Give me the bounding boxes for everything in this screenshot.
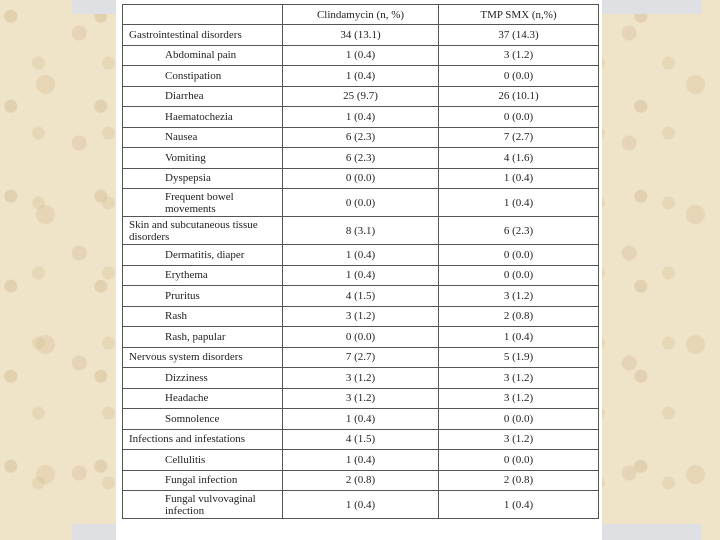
table-row: [123, 189, 599, 217]
tmp-smx-value: 1 (0.4): [439, 491, 599, 519]
table-row: [123, 168, 599, 189]
tmp-smx-value: 3 (1.2): [439, 429, 599, 450]
category-label: Gastrointestinal disorders: [123, 25, 283, 46]
clindamycin-value: 7 (2.7): [283, 347, 439, 368]
table-header-row: [123, 5, 599, 25]
header-clindamycin: Clindamycin (n, %): [283, 5, 439, 25]
tmp-smx-value: 3 (1.2): [439, 45, 599, 66]
clindamycin-value: 1 (0.4): [283, 245, 439, 266]
table-row: [123, 245, 599, 266]
table-row: [123, 470, 599, 491]
tmp-smx-value: 1 (0.4): [439, 327, 599, 348]
clindamycin-value: 1 (0.4): [283, 450, 439, 471]
table-row: [123, 25, 599, 46]
tmp-smx-value: 1 (0.4): [439, 168, 599, 189]
background-band: [598, 524, 702, 540]
table-row: [123, 347, 599, 368]
event-label: Rash: [123, 306, 283, 327]
table-row: [123, 107, 599, 128]
tmp-smx-value: 3 (1.2): [439, 286, 599, 307]
tmp-smx-value: 2 (0.8): [439, 306, 599, 327]
tmp-smx-value: 3 (1.2): [439, 388, 599, 409]
tmp-smx-value: 7 (2.7): [439, 127, 599, 148]
event-label: Dyspepsia: [123, 168, 283, 189]
event-label: Cellulitis: [123, 450, 283, 471]
table-row: [123, 450, 599, 471]
tmp-smx-value: 0 (0.0): [439, 66, 599, 87]
event-label: Frequent bowel movements: [123, 189, 283, 217]
clindamycin-value: 3 (1.2): [283, 388, 439, 409]
clindamycin-value: 1 (0.4): [283, 66, 439, 87]
tmp-smx-value: 37 (14.3): [439, 25, 599, 46]
event-label: Somnolence: [123, 409, 283, 430]
background-band: [72, 0, 120, 14]
event-label: Rash, papular: [123, 327, 283, 348]
event-label: Dermatitis, diaper: [123, 245, 283, 266]
event-label: Vomiting: [123, 148, 283, 169]
document-page: [116, 0, 602, 540]
clindamycin-value: 1 (0.4): [283, 107, 439, 128]
category-label: Nervous system disorders: [123, 347, 283, 368]
clindamycin-value: 3 (1.2): [283, 306, 439, 327]
clindamycin-value: 2 (0.8): [283, 470, 439, 491]
adverse-events-table: [122, 4, 599, 519]
table-row: [123, 306, 599, 327]
tmp-smx-value: 6 (2.3): [439, 217, 599, 245]
header-event: [123, 5, 283, 25]
clindamycin-value: 1 (0.4): [283, 409, 439, 430]
tmp-smx-value: 4 (1.6): [439, 148, 599, 169]
table-row: [123, 409, 599, 430]
tmp-smx-value: 0 (0.0): [439, 245, 599, 266]
tmp-smx-value: 26 (10.1): [439, 86, 599, 107]
event-label: Erythema: [123, 265, 283, 286]
clindamycin-value: 0 (0.0): [283, 168, 439, 189]
table-row: [123, 66, 599, 87]
clindamycin-value: 1 (0.4): [283, 265, 439, 286]
clindamycin-value: 0 (0.0): [283, 327, 439, 348]
event-label: Pruritus: [123, 286, 283, 307]
clindamycin-value: 25 (9.7): [283, 86, 439, 107]
tmp-smx-value: 0 (0.0): [439, 409, 599, 430]
clindamycin-value: 3 (1.2): [283, 368, 439, 389]
tmp-smx-value: 3 (1.2): [439, 368, 599, 389]
clindamycin-value: 4 (1.5): [283, 286, 439, 307]
table-row: [123, 148, 599, 169]
clindamycin-value: 1 (0.4): [283, 45, 439, 66]
table-body: [123, 25, 599, 519]
category-label: Infections and infestations: [123, 429, 283, 450]
clindamycin-value: 0 (0.0): [283, 189, 439, 217]
event-label: Nausea: [123, 127, 283, 148]
clindamycin-value: 34 (13.1): [283, 25, 439, 46]
table-row: [123, 265, 599, 286]
background-band: [72, 524, 120, 540]
table-row: [123, 368, 599, 389]
table-row: [123, 286, 599, 307]
tmp-smx-value: 0 (0.0): [439, 107, 599, 128]
event-label: Fungal vulvovaginal infection: [123, 491, 283, 519]
table-row: [123, 491, 599, 519]
background-band: [598, 0, 702, 14]
event-label: Headache: [123, 388, 283, 409]
header-tmp-smx: TMP SMX (n,%): [439, 5, 599, 25]
event-label: Fungal infection: [123, 470, 283, 491]
table-row: [123, 327, 599, 348]
tmp-smx-value: 1 (0.4): [439, 189, 599, 217]
table-row: [123, 45, 599, 66]
tmp-smx-value: 5 (1.9): [439, 347, 599, 368]
category-label: Skin and subcutaneous tissue disorders: [123, 217, 283, 245]
tmp-smx-value: 0 (0.0): [439, 265, 599, 286]
event-label: Constipation: [123, 66, 283, 87]
clindamycin-value: 6 (2.3): [283, 127, 439, 148]
event-label: Abdominal pain: [123, 45, 283, 66]
clindamycin-value: 1 (0.4): [283, 491, 439, 519]
table-row: [123, 86, 599, 107]
event-label: Haematochezia: [123, 107, 283, 128]
event-label: Dizziness: [123, 368, 283, 389]
table-row: [123, 388, 599, 409]
table-row: [123, 429, 599, 450]
clindamycin-value: 6 (2.3): [283, 148, 439, 169]
tmp-smx-value: 2 (0.8): [439, 470, 599, 491]
table-row: [123, 127, 599, 148]
clindamycin-value: 4 (1.5): [283, 429, 439, 450]
table-row: [123, 217, 599, 245]
event-label: Diarrhea: [123, 86, 283, 107]
tmp-smx-value: 0 (0.0): [439, 450, 599, 471]
clindamycin-value: 8 (3.1): [283, 217, 439, 245]
